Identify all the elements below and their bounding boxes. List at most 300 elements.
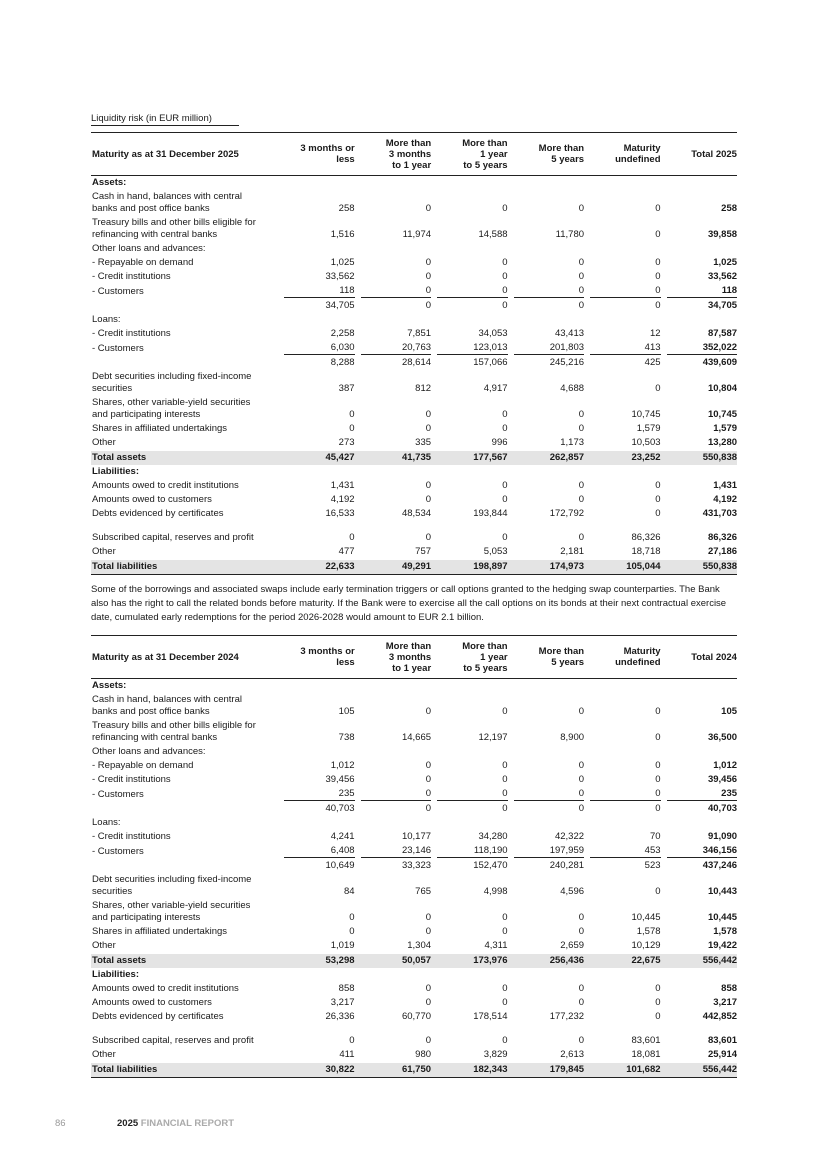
cell-value: 83,601 xyxy=(631,1035,661,1046)
row-label: Debts evidenced by certificates xyxy=(92,1011,224,1022)
cell-value: 105 xyxy=(721,706,738,717)
table-row xyxy=(91,759,737,773)
row-label: Subscribed capital, reserves and profit xyxy=(92,532,254,543)
cell-value: 0 xyxy=(655,271,661,282)
cell-value: 11,780 xyxy=(555,229,585,240)
cell-value: 523 xyxy=(644,860,661,871)
cell-value: 10,443 xyxy=(707,886,738,897)
cell-value: 182,343 xyxy=(473,1064,508,1075)
table-row xyxy=(91,493,737,507)
cell-value: 2,659 xyxy=(560,940,585,951)
cell-value: 172,792 xyxy=(549,508,585,519)
cell-value: 1,431 xyxy=(330,480,355,491)
cell-value: 352,022 xyxy=(667,342,738,355)
cell-value: 0 xyxy=(502,706,508,717)
table-row xyxy=(91,422,737,436)
table-row xyxy=(91,859,737,873)
cell-value: 0 xyxy=(502,926,508,937)
cell-value: 413 xyxy=(590,342,661,355)
cell-value: 1,025 xyxy=(330,257,355,268)
cell-value: 556,442 xyxy=(702,955,738,966)
liquidity-table-2025 xyxy=(91,132,737,575)
table-row xyxy=(91,370,737,396)
column-header: Maturity undefined xyxy=(615,143,661,165)
cell-value: 174,973 xyxy=(549,561,585,572)
cell-value: 0 xyxy=(349,532,355,543)
table-row xyxy=(91,787,737,802)
cell-value: 0 xyxy=(578,532,585,543)
column-header: 3 months or less xyxy=(300,646,355,668)
cell-value: 738 xyxy=(338,732,355,743)
cell-value: 0 xyxy=(655,300,661,311)
cell-value: 0 xyxy=(655,203,661,214)
table-row xyxy=(91,925,737,939)
cell-value: 0 xyxy=(655,886,661,897)
cell-value: 0 xyxy=(578,760,585,771)
cell-value: 2,258 xyxy=(330,328,355,339)
cell-value: 26,336 xyxy=(325,1011,355,1022)
cell-value: 1,579 xyxy=(713,423,738,434)
cell-value: 19,422 xyxy=(707,940,738,951)
cell-value: 105,044 xyxy=(626,561,661,572)
cell-value: 0 xyxy=(425,300,432,311)
cell-value: 1,431 xyxy=(713,480,738,491)
cell-value: 0 xyxy=(425,983,432,994)
cell-value: 453 xyxy=(590,845,661,858)
cell-value: 201,803 xyxy=(514,342,585,355)
cell-value: 34,705 xyxy=(707,300,738,311)
cell-value: 0 xyxy=(655,480,661,491)
cell-value: 10,745 xyxy=(631,409,661,420)
cell-value: 0 xyxy=(578,480,585,491)
cell-value: 8,288 xyxy=(330,357,355,368)
cell-value: 18,081 xyxy=(631,1049,661,1060)
cell-value: 258 xyxy=(338,203,355,214)
cell-value: 387 xyxy=(338,383,355,394)
cell-value: 0 xyxy=(502,803,508,814)
cell-value: 0 xyxy=(502,774,508,785)
cell-value: 6,030 xyxy=(284,342,355,355)
cell-value: 18,718 xyxy=(631,546,661,557)
column-header: More than 1 year to 5 years xyxy=(462,640,508,674)
row-label: - Credit institutions xyxy=(92,774,171,785)
cell-value: 0 xyxy=(437,788,508,801)
column-header: More than 3 months to 1 year xyxy=(385,640,432,674)
report-brand: 2025 FINANCIAL REPORT xyxy=(117,1118,235,1129)
cell-value: 0 xyxy=(502,409,508,420)
column-header-total: Total 2025 xyxy=(691,148,737,160)
section-row xyxy=(91,968,737,982)
column-header: Maturity undefined xyxy=(615,646,661,668)
table-row xyxy=(91,816,737,830)
cell-value: 123,013 xyxy=(437,342,508,355)
cell-value: 0 xyxy=(502,203,508,214)
row-label: Cash in hand, balances with central banks and post office banks xyxy=(92,694,242,717)
row-label: - Credit institutions xyxy=(92,831,171,842)
cell-value: 86,326 xyxy=(707,532,738,543)
column-header: More than 3 months to 1 year xyxy=(385,137,432,171)
row-label: Total liabilities xyxy=(92,561,158,572)
section-row xyxy=(91,465,737,479)
row-label: Other xyxy=(92,1049,116,1060)
cell-value: 0 xyxy=(578,926,585,937)
cell-value: 105 xyxy=(338,706,355,717)
row-label: Liabilities: xyxy=(92,466,139,477)
table-row xyxy=(91,1034,737,1048)
column-header: 3 months or less xyxy=(300,143,355,165)
cell-value: 0 xyxy=(425,409,432,420)
cell-value: 273 xyxy=(338,437,355,448)
cell-value: 12,197 xyxy=(478,732,508,743)
cell-value: 477 xyxy=(338,546,355,557)
cell-value: 7,851 xyxy=(407,328,432,339)
row-label: - Credit institutions xyxy=(92,271,171,282)
cell-value: 16,533 xyxy=(325,508,355,519)
cell-value: 10,503 xyxy=(631,437,661,448)
table-row xyxy=(91,507,737,521)
cell-value: 0 xyxy=(502,997,508,1008)
cell-value: 1,304 xyxy=(407,940,432,951)
cell-value: 23,146 xyxy=(361,845,432,858)
total-row xyxy=(91,1063,737,1077)
table-row xyxy=(91,341,737,356)
row-label: Other xyxy=(92,437,116,448)
liquidity-table-2024 xyxy=(91,635,737,1078)
table-row xyxy=(91,830,737,844)
cell-value: 0 xyxy=(655,257,661,268)
cell-value: 0 xyxy=(578,203,585,214)
cell-value: 34,053 xyxy=(478,328,508,339)
row-label: Amounts owed to customers xyxy=(92,494,212,505)
row-label: Amounts owed to credit institutions xyxy=(92,983,239,994)
cell-value: 0 xyxy=(349,409,355,420)
table-row xyxy=(91,531,737,545)
cell-value: 0 xyxy=(425,803,432,814)
cell-value: 0 xyxy=(502,480,508,491)
cell-value: 118 xyxy=(284,285,355,298)
cell-value: 0 xyxy=(655,997,661,1008)
cell-value: 0 xyxy=(590,788,661,801)
row-label: Liabilities: xyxy=(92,969,139,980)
cell-value: 550,838 xyxy=(702,452,738,463)
cell-value: 5,053 xyxy=(483,546,508,557)
table-row xyxy=(91,719,737,745)
cell-value: 70 xyxy=(649,831,661,842)
column-header-total: Total 2024 xyxy=(691,651,737,663)
cell-value: 10,649 xyxy=(325,860,355,871)
table-row xyxy=(91,1048,737,1062)
cell-value: 2,613 xyxy=(560,1049,585,1060)
cell-value: 0 xyxy=(437,285,508,298)
cell-value: 0 xyxy=(349,1035,355,1046)
cell-value: 0 xyxy=(655,774,661,785)
cell-value: 0 xyxy=(655,508,661,519)
table-row xyxy=(91,256,737,270)
cell-value: 4,192 xyxy=(713,494,738,505)
cell-value: 33,323 xyxy=(401,860,432,871)
table-row xyxy=(91,693,737,719)
cell-value: 34,280 xyxy=(478,831,508,842)
cell-value: 91,090 xyxy=(707,831,738,842)
cell-value: 14,665 xyxy=(401,732,432,743)
table-heading: Maturity as at 31 December 2025 xyxy=(92,148,239,160)
cell-value: 0 xyxy=(655,229,661,240)
cell-value: 245,216 xyxy=(549,357,585,368)
table-row xyxy=(91,1010,737,1024)
cell-value: 10,745 xyxy=(707,409,738,420)
row-label: Treasury bills and other bills eligible for refinancing with central banks xyxy=(92,217,256,240)
cell-value: 258 xyxy=(721,203,738,214)
row-label: Treasury bills and other bills eligible for refinancing with central banks xyxy=(92,720,256,743)
table-header xyxy=(91,635,737,679)
column-header: More than 1 year to 5 years xyxy=(462,137,508,171)
cell-value: 179,845 xyxy=(549,1064,585,1075)
row-label: Assets: xyxy=(92,177,127,188)
row-label: Other xyxy=(92,546,116,557)
cell-value: 0 xyxy=(349,912,355,923)
table-row xyxy=(91,982,737,996)
cell-value: 23,252 xyxy=(631,452,661,463)
cell-value: 86,326 xyxy=(631,532,661,543)
cell-value: 0 xyxy=(578,1035,585,1046)
row-label: Debt securities including fixed-income securities xyxy=(92,874,252,897)
cell-value: 0 xyxy=(514,285,585,298)
cell-value: 0 xyxy=(578,912,585,923)
cell-value: 101,682 xyxy=(626,1064,661,1075)
cell-value: 0 xyxy=(425,760,432,771)
cell-value: 14,588 xyxy=(478,229,508,240)
cell-value: 2,181 xyxy=(560,546,585,557)
cell-value: 550,838 xyxy=(702,561,738,572)
cell-value: 442,852 xyxy=(702,1011,738,1022)
cell-value: 0 xyxy=(590,285,661,298)
table-row xyxy=(91,545,737,559)
table-header xyxy=(91,132,737,176)
cell-value: 235 xyxy=(284,788,355,801)
table-row xyxy=(91,773,737,787)
row-label: - Customers xyxy=(92,343,144,354)
cell-value: 1,578 xyxy=(713,926,738,937)
cell-value: 4,917 xyxy=(483,383,508,394)
cell-value: 43,413 xyxy=(554,328,585,339)
cell-value: 0 xyxy=(425,257,432,268)
table-row xyxy=(91,802,737,816)
total-row xyxy=(91,451,737,465)
cell-value: 4,688 xyxy=(560,383,585,394)
cell-value: 157,066 xyxy=(473,357,508,368)
cell-value: 1,579 xyxy=(636,423,661,434)
table-row xyxy=(91,745,737,759)
cell-value: 42,322 xyxy=(554,831,585,842)
row-label: Subscribed capital, reserves and profit xyxy=(92,1035,254,1046)
cell-value: 0 xyxy=(502,532,508,543)
cell-value: 4,311 xyxy=(484,940,508,951)
section-row xyxy=(91,679,737,693)
row-label: - Repayable on demand xyxy=(92,760,194,771)
cell-value: 39,456 xyxy=(325,774,355,785)
cell-value: 0 xyxy=(502,1035,508,1046)
cell-value: 11,974 xyxy=(402,229,432,240)
row-label: Debts evidenced by certificates xyxy=(92,508,224,519)
cell-value: 425 xyxy=(644,357,661,368)
cell-value: 0 xyxy=(502,423,508,434)
cell-value: 50,057 xyxy=(401,955,432,966)
table-row xyxy=(91,242,737,256)
table-row xyxy=(91,873,737,899)
cell-value: 0 xyxy=(502,257,508,268)
row-label: Assets: xyxy=(92,680,127,691)
cell-value: 0 xyxy=(514,788,585,801)
cell-value: 1,173 xyxy=(560,437,585,448)
cell-value: 27,186 xyxy=(707,546,738,557)
table-row xyxy=(91,436,737,450)
cell-value: 0 xyxy=(425,774,432,785)
cell-value: 39,858 xyxy=(707,229,738,240)
cell-value: 439,609 xyxy=(702,357,738,368)
column-header: More than 5 years xyxy=(538,646,585,668)
cell-value: 996 xyxy=(491,437,508,448)
row-label: Amounts owed to credit institutions xyxy=(92,480,239,491)
table-row xyxy=(91,996,737,1010)
cell-value: 25,914 xyxy=(707,1049,738,1060)
table-row xyxy=(91,356,737,370)
table-row xyxy=(91,190,737,216)
row-label: Total assets xyxy=(92,955,147,966)
cell-value: 193,844 xyxy=(473,508,508,519)
cell-value: 858 xyxy=(721,983,738,994)
spacer-row xyxy=(91,1024,737,1034)
cell-value: 0 xyxy=(425,1035,432,1046)
cell-value: 0 xyxy=(578,706,585,717)
cell-value: 40,703 xyxy=(707,803,738,814)
cell-value: 346,156 xyxy=(667,845,738,858)
cell-value: 20,763 xyxy=(361,342,432,355)
row-label: Other loans and advances: xyxy=(92,746,206,757)
row-label: Total assets xyxy=(92,452,147,463)
cell-value: 10,804 xyxy=(707,383,738,394)
cell-value: 0 xyxy=(425,423,432,434)
cell-value: 4,241 xyxy=(330,831,355,842)
cell-value: 0 xyxy=(578,257,585,268)
cell-value: 10,129 xyxy=(631,940,661,951)
cell-value: 0 xyxy=(425,480,432,491)
cell-value: 118,190 xyxy=(437,845,508,858)
cell-value: 13,280 xyxy=(707,437,738,448)
table-row xyxy=(91,284,737,299)
cell-value: 4,596 xyxy=(560,886,585,897)
cell-value: 4,192 xyxy=(330,494,355,505)
cell-value: 12 xyxy=(649,328,661,339)
row-label: Loans: xyxy=(92,817,121,828)
table-title: Liquidity risk (in EUR million) xyxy=(91,113,239,126)
cell-value: 0 xyxy=(349,926,355,937)
cell-value: 61,750 xyxy=(401,1064,432,1075)
cell-value: 3,217 xyxy=(713,997,738,1008)
cell-value: 411 xyxy=(339,1049,355,1060)
cell-value: 0 xyxy=(578,423,585,434)
table-row xyxy=(91,270,737,284)
cell-value: 0 xyxy=(655,983,661,994)
cell-value: 980 xyxy=(415,1049,432,1060)
table-row xyxy=(91,299,737,313)
cell-value: 173,976 xyxy=(473,955,508,966)
cell-value: 0 xyxy=(655,760,661,771)
total-row xyxy=(91,560,737,574)
cell-value: 3,829 xyxy=(483,1049,508,1060)
cell-value: 0 xyxy=(578,983,585,994)
cell-value: 33,562 xyxy=(325,271,355,282)
cell-value: 10,177 xyxy=(401,831,432,842)
cell-value: 10,445 xyxy=(631,912,661,923)
table-row xyxy=(91,939,737,953)
cell-value: 0 xyxy=(425,912,432,923)
spacer-row xyxy=(91,521,737,531)
cell-value: 1,578 xyxy=(636,926,661,937)
cell-value: 0 xyxy=(655,803,661,814)
row-label: - Repayable on demand xyxy=(92,257,194,268)
row-label: Shares in affiliated undertakings xyxy=(92,926,228,937)
cell-value: 197,959 xyxy=(514,845,585,858)
cell-value: 39,456 xyxy=(707,774,738,785)
cell-value: 0 xyxy=(578,494,585,505)
page-footer xyxy=(55,1118,235,1129)
cell-value: 0 xyxy=(502,494,508,505)
cell-value: 6,408 xyxy=(284,845,355,858)
row-label: Shares in affiliated undertakings xyxy=(92,423,228,434)
cell-value: 1,025 xyxy=(713,257,738,268)
cell-value: 53,298 xyxy=(325,955,355,966)
table-row xyxy=(91,899,737,925)
cell-value: 262,857 xyxy=(549,452,585,463)
cell-value: 0 xyxy=(655,494,661,505)
cell-value: 60,770 xyxy=(401,1011,432,1022)
cell-value: 8,900 xyxy=(560,732,585,743)
cell-value: 0 xyxy=(578,271,585,282)
cell-value: 235 xyxy=(667,788,738,801)
page-number: 86 xyxy=(55,1118,66,1129)
cell-value: 0 xyxy=(655,1011,661,1022)
cell-value: 41,735 xyxy=(401,452,432,463)
cell-value: 0 xyxy=(578,997,585,1008)
table-row xyxy=(91,313,737,327)
cell-value: 0 xyxy=(655,706,661,717)
cell-value: 437,246 xyxy=(702,860,738,871)
call-options-paragraph: Some of the borrowings and associated swaps include early termination triggers or call options granted to the hedging swap counterparties. The Bank also has the right to call the related bonds before maturity. If the Bank were to exercise all the call options on its bonds at their next contractual exercise date, cumulated early redemptions for the period 2026-2028 would amount to EUR 2.1 billion. xyxy=(91,584,727,623)
cell-value: 1,012 xyxy=(713,760,738,771)
cell-value: 0 xyxy=(578,803,585,814)
row-label: Shares, other variable-yield securities and participating interests xyxy=(92,397,251,420)
row-label: Other loans and advances: xyxy=(92,243,206,254)
cell-value: 3,217 xyxy=(330,997,355,1008)
cell-value: 256,436 xyxy=(549,955,585,966)
cell-value: 45,427 xyxy=(325,452,355,463)
table-bottom-rule xyxy=(91,1077,737,1078)
cell-value: 118 xyxy=(667,285,738,298)
total-row xyxy=(91,954,737,968)
cell-value: 0 xyxy=(425,926,432,937)
table-heading: Maturity as at 31 December 2024 xyxy=(92,651,239,663)
cell-value: 0 xyxy=(425,706,432,717)
cell-value: 0 xyxy=(425,532,432,543)
cell-value: 0 xyxy=(361,285,432,298)
cell-value: 0 xyxy=(502,300,508,311)
cell-value: 152,470 xyxy=(473,860,508,871)
cell-value: 0 xyxy=(502,912,508,923)
table-row xyxy=(91,396,737,422)
row-label: Loans: xyxy=(92,314,121,325)
cell-value: 812 xyxy=(415,383,432,394)
cell-value: 40,703 xyxy=(325,803,355,814)
